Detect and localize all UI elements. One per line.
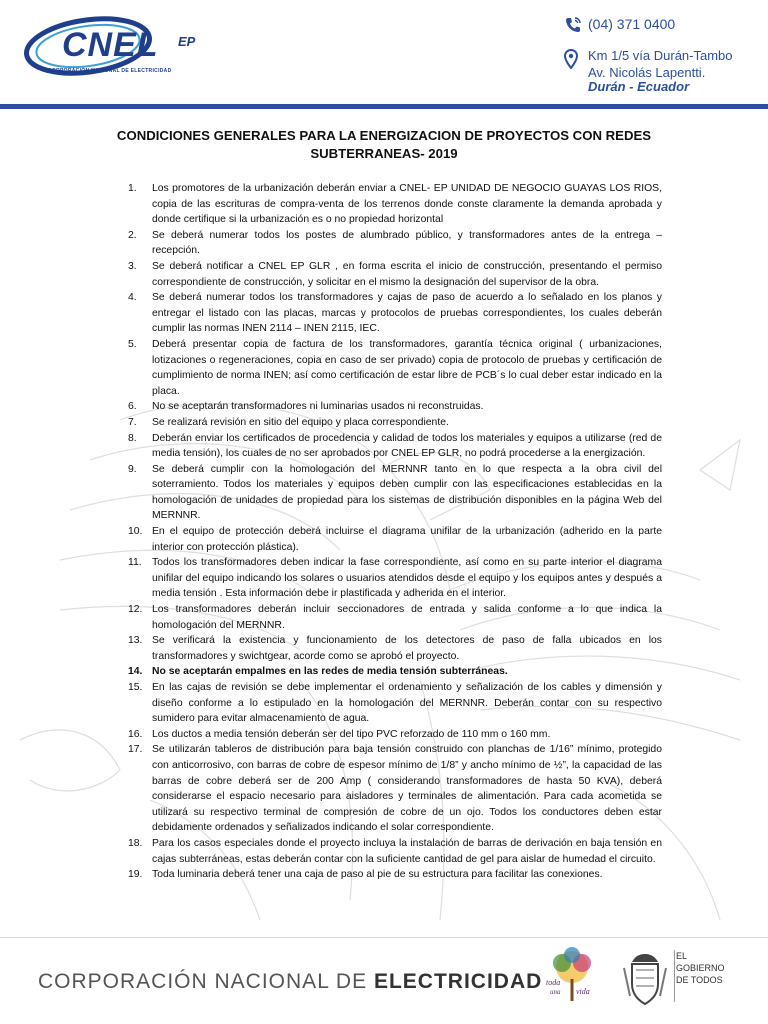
condition-item bbox=[120, 727, 662, 743]
condition-text: Deberán enviar los certificados de procedencia y calidad de todos los materiales y equipos a utilizarse (red de media tensión), los cuales de no ser aprobados por CNEL EP GLR, no podrá procederse a la energización. bbox=[152, 432, 662, 460]
condition-number: 4. bbox=[128, 292, 137, 304]
condition-text: Se deberá numerar todos los transformadores y cajas de paso de acuerdo a lo señalado en los planos y entregar el listado con las placas, marcas y protocolos de pruebas correspondientes, los cuales deberán cumplir las normas INEN 2114 – INEN 2115, IEC. bbox=[152, 292, 662, 335]
condition-number: 3. bbox=[128, 260, 137, 272]
condition-item bbox=[120, 462, 662, 524]
condition-text: Se utilizarán tableros de distribución para baja tensión construido con planchas de 1/16” mínimo, protegido con anticorrosivo, con barras de cobre de espesor mínimo de 1/8” y ancho mínimo de ½”, la capacidad de las barras de cobre deberá ser de 200 Amp ( considerando transformadores de hasta 50 KVA), deberá considerarse el espacio necesario para aisladores y terminales de alimentación. Para cada acometida se utilizará su respectivo terminal de compresión de cobre de un ojo. Todos los conductores deben estar debidamente ordenados y señalizados indicando el solar correspondiente. bbox=[152, 744, 662, 834]
gobierno-line-2: GOBIERNO bbox=[676, 963, 725, 973]
condition-item bbox=[120, 228, 662, 259]
hoja-text-1: toda bbox=[546, 978, 561, 987]
condition-item bbox=[120, 415, 662, 431]
footer-corp-light: CORPORACIÓN NACIONAL DE bbox=[38, 970, 368, 993]
footer-divider bbox=[0, 937, 768, 938]
condition-text: Toda luminaria deberá tener una caja de paso al pie de su estructura para facilitar las conexiones. bbox=[152, 869, 603, 881]
gobierno-line-3: DE TODOS bbox=[676, 975, 723, 985]
condition-text: Se verificará la existencia y funcionamiento de los detectores de paso de falla ubicados en los transformadores y swichtgear, acorde como se aprobó el proyecto. bbox=[152, 635, 662, 662]
condition-number: 19. bbox=[128, 869, 143, 881]
condition-text: En las cajas de revisión se debe implementar el ordenamiento y señalización de los cables y dimensión y diseño conforme a lo estipulado en la homologación del MERNNR. Deberán contar con su respectivo sumidero para evitar almacenamiento de agua. bbox=[152, 682, 662, 725]
condition-item bbox=[120, 399, 662, 415]
condition-number: 12. bbox=[128, 604, 143, 616]
condition-item bbox=[120, 555, 662, 602]
document-title: CONDICIONES GENERALES PARA LA ENERGIZACION DE PROYECTOS CON REDES SUBTERRANEAS- 2019 bbox=[116, 128, 652, 161]
ecuador-coat-of-arms-icon bbox=[620, 950, 670, 1008]
condition-number: 13. bbox=[128, 635, 143, 647]
condition-number: 8. bbox=[128, 432, 137, 444]
condition-number: 16. bbox=[128, 728, 143, 740]
toda-una-vida-logo-icon bbox=[540, 945, 604, 1011]
condition-item bbox=[120, 337, 662, 399]
gobierno-de-todos-logo bbox=[676, 950, 725, 986]
condition-item bbox=[120, 680, 662, 727]
condition-text: Los transformadores deberán incluir seccionadores de entrada y salida conforme a lo que indica la homologación del MERNNR. bbox=[152, 604, 662, 631]
condition-item bbox=[120, 664, 662, 680]
condition-text: No se aceptarán empalmes en las redes de media tensión subterráneas. bbox=[152, 666, 508, 678]
condition-text: En el equipo de protección deberá incluirse el diagrama unifilar de la urbanización (adherido en la parte interior con protección plástica). bbox=[152, 526, 662, 553]
location-pin-icon bbox=[564, 49, 578, 69]
address-line-1: Km 1/5 vía Durán-Tambo bbox=[588, 48, 733, 63]
condition-text: Se deberá numerar todos los postes de alumbrado público, y transformadores antes de la entrega – recepción. bbox=[152, 229, 662, 257]
condition-number: 18. bbox=[128, 837, 143, 849]
gobierno-line-1: EL bbox=[676, 951, 688, 961]
condition-number: 6. bbox=[128, 401, 137, 413]
condition-number: 2. bbox=[128, 229, 137, 241]
condition-number: 7. bbox=[128, 416, 137, 428]
condition-item bbox=[120, 602, 662, 633]
address-line-3: Durán - Ecuador bbox=[588, 79, 690, 94]
condition-number: 1. bbox=[128, 183, 137, 194]
phone-icon bbox=[564, 16, 582, 34]
condition-number: 14. bbox=[128, 666, 143, 678]
phone-number: (04) 371 0400 bbox=[588, 16, 676, 32]
condition-item bbox=[120, 259, 662, 290]
conditions-list bbox=[120, 181, 662, 883]
condition-item bbox=[120, 633, 662, 664]
condition-text: Deberá presentar copia de factura de los transformadores, garantía técnica original ( urbanizaciones, lotizaciones o regeneraciones, copia en caso de ser privado) copia de protocolo de pruebas y certificación de cumplimiento de norma INEN; así como certificación de estar libre de PCB´s lo cual deber estar indicado en la placa. bbox=[152, 338, 662, 397]
address-line-2: Av. Nicolás Lapentti. bbox=[588, 65, 706, 80]
condition-text: Los ductos a media tensión deberán ser del tipo PVC reforzado de 110 mm o 160 mm. bbox=[152, 728, 551, 740]
header-divider bbox=[0, 104, 768, 109]
footer-corp-bold: ELECTRICIDAD bbox=[373, 970, 543, 993]
condition-number: 11. bbox=[128, 557, 142, 569]
condition-number: 10. bbox=[128, 526, 143, 538]
condition-item bbox=[120, 181, 662, 228]
condition-text: Se deberá cumplir con la homologación del MERNNR tanto en lo que respecta a la obra civil del soterramiento. Todos los materiales y equipos deben cumplir con las especificaciones establecidas en la homologación de unidades de propiedad para los sistemas de distribución disponibles en la página Web del MERNNR. bbox=[152, 463, 662, 522]
condition-item bbox=[120, 431, 662, 462]
condition-item bbox=[120, 742, 662, 836]
condition-item bbox=[120, 290, 662, 337]
hoja-text-2: una bbox=[550, 988, 561, 996]
condition-text: Los promotores de la urbanización deberán enviar a CNEL- EP UNIDAD DE NEGOCIO GUAYAS LOS RIOS, copia de las escrituras de compra-venta de los terrenos donde conste claramente la demanda aprobada y donde certifique si la urbanización es o no propiedad horizontal bbox=[152, 183, 662, 226]
footer-corporation-name bbox=[38, 970, 542, 994]
condition-text: Se deberá notificar a CNEL EP GLR , en forma escrita el inicio de construcción, presentando el permiso correspondiente de construcción, y solicitar en el mismo la designación del supervisor de la obra. bbox=[152, 260, 662, 288]
condition-item bbox=[120, 867, 662, 883]
condition-number: 5. bbox=[128, 338, 137, 350]
condition-number: 17. bbox=[128, 744, 143, 756]
condition-item bbox=[120, 524, 662, 555]
letterhead bbox=[0, 0, 768, 108]
condition-text: Para los casos especiales donde el proyecto incluya la instalación de barras de derivación en baja tensión en cajas subterráneas, estas deberán contar con la suficiente cantidad de gel para aislar de humedad el circuito. bbox=[152, 837, 662, 865]
condition-text: Todos los transformadores deben indicar la fase correspondiente, así como en su parte interior el diagrama unifilar del equipo indicando los solares o usuarios atendidos desde el equipo y los equipos antes y después a media tensión . Esta información debe ir plastificada y adherida en el interior. bbox=[152, 557, 662, 600]
logo-ep: EP bbox=[178, 34, 196, 49]
condition-number: 15. bbox=[128, 682, 143, 693]
condition-text: Se realizará revisión en sitio del equipo y placa correspondiente. bbox=[152, 416, 449, 428]
condition-number: 9. bbox=[128, 463, 137, 475]
logo-subtitle: CORPORACIÓN NACIONAL DE ELECTRICIDAD bbox=[48, 68, 172, 74]
gobierno-divider bbox=[674, 950, 675, 1002]
cnel-logo bbox=[18, 12, 208, 82]
hoja-text-3: vida bbox=[576, 987, 590, 996]
condition-item bbox=[120, 836, 662, 867]
condition-text: No se aceptarán transformadores ni luminarias usados ni reconstruidas. bbox=[152, 401, 484, 413]
logo-wordmark: CNEL bbox=[62, 26, 159, 64]
